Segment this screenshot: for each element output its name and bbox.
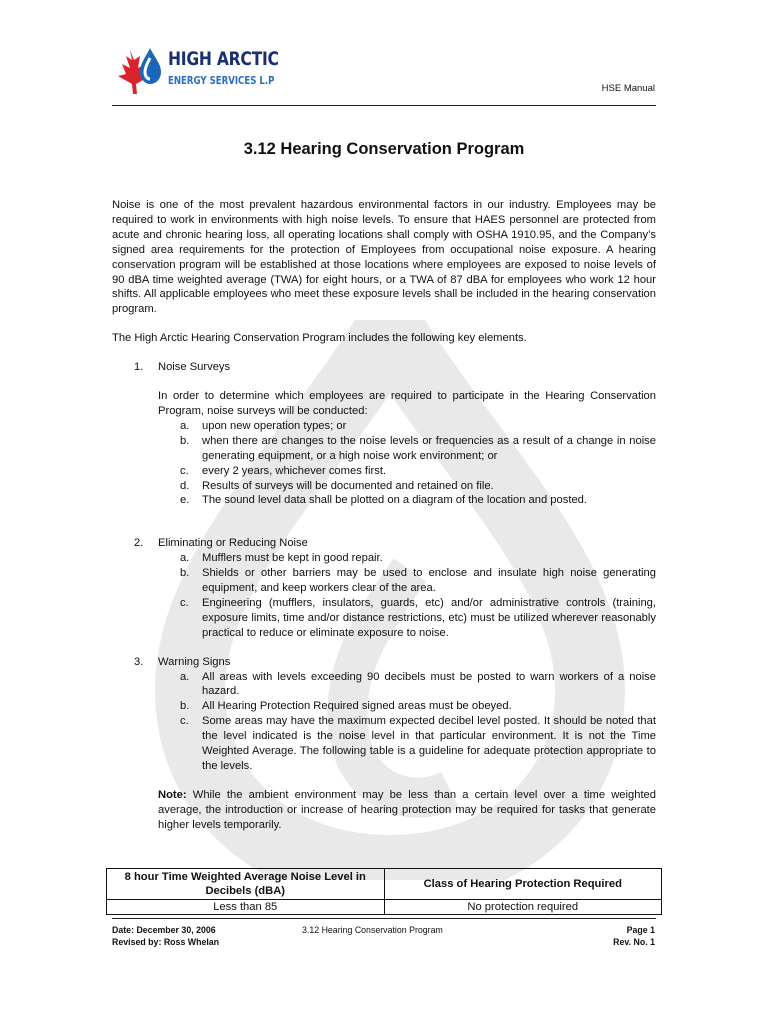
list-item: c. every 2 years, whichever comes first. — [180, 464, 387, 477]
table-cell: Less than 85 — [107, 900, 385, 915]
table-cell: No protection required — [384, 900, 662, 915]
list-item: a. upon new operation types; or — [180, 419, 347, 432]
note-paragraph: Note: While the ambient environment may be less than a certain level over a time weighted average, the introduction or increase of hearing protection may be required for tasks that generate higher levels temporarily. — [158, 788, 656, 831]
list-item: d. Results of surveys will be documented and retained on file. — [180, 479, 494, 492]
section-heading: 2. Eliminating or Reducing Noise — [134, 537, 308, 550]
footer-rule — [112, 918, 656, 919]
list-item: a. All areas with levels exceeding 90 decibels must be posted to warn workers of a noise hazard. — [180, 670, 656, 698]
key-elements-paragraph: The High Arctic Hearing Conservation Program includes the following key elements. — [112, 332, 527, 345]
list-item: a. Mufflers must be kept in good repair. — [180, 552, 383, 565]
footer-right — [613, 924, 655, 948]
list-item: c. Some areas may have the maximum expected decibel level posted. It should be noted that the level indicated is the noise level in that particular environment. It is not the Time Weighted Average. The following table is a guideline for adequate protection appropriate to the levels. — [180, 715, 656, 772]
section-heading: 3. Warning Signs — [134, 655, 231, 668]
company-logo — [112, 44, 279, 96]
footer-page: Page 1 — [626, 925, 655, 935]
list-item: b. All Hearing Protection Required signed areas must be obeyed. — [180, 700, 512, 713]
page-title: 3.12 Hearing Conservation Program — [243, 140, 525, 158]
section-intro: In order to determine which employees are required to participate in the Hearing Conservation Program, noise surveys will be conducted: — [158, 390, 656, 417]
table-header: 8 hour Time Weighted Average Noise Level in Decibels (dBA) — [107, 869, 385, 900]
list-item: e. The sound level data shall be plotted on a diagram of the location and posted. — [180, 494, 587, 507]
list-item: c. Engineering (mufflers, insulators, guards, etc) and/or administrative controls (training, exposure limits, time and/or distance restrictions, etc) must be utilized wherever reasonably practical to reduce or eliminate exposure to noise. — [180, 596, 656, 639]
table-row — [107, 900, 662, 915]
footer-revised: Revised by: Ross Whelan — [112, 937, 220, 947]
footer-date: Date: December 30, 2006 — [112, 925, 216, 935]
logo-line2: ENERGY SERVICES L.P — [168, 74, 275, 87]
document-body — [112, 198, 656, 833]
footer-rev: Rev. No. 1 — [613, 937, 655, 947]
section-heading: 1. Noise Surveys — [134, 361, 231, 374]
logo-line1: HIGH ARCTIC — [168, 48, 279, 70]
list-item: b. Shields or other barriers may be used to enclose and insulate high noise generating equipment, and keep workers clear of the area. — [180, 567, 656, 595]
manual-label: HSE Manual — [601, 83, 655, 94]
table-header: Class of Hearing Protection Required — [384, 869, 662, 900]
footer-left — [112, 924, 219, 948]
maple-drop-icon — [112, 44, 164, 96]
header-rule — [112, 105, 656, 106]
intro-paragraph: Noise is one of the most prevalent hazardous environmental factors in our industry. Employees may be required to work in environments with high noise levels. To ensure that HAES personnel are protected from acute and chronic hearing loss, all operating locations shall comply with OSHA 1910.95, and the Company’s signed area requirements for the protection of Employees from occupational noise exposure. A hearing conservation program will be established at those locations where employees are exposed to noise levels of 90 dBA time weighted average (TWA) for eight hours, or a TWA of 87 dBA for employees who work 12 hour shifts. All applicable employees who meet these exposure levels shall be included in the hearing conservation program. — [112, 199, 656, 316]
list-item: b. when there are changes to the noise levels or frequencies as a result of a change in noise generating equipment, or a high noise work environment; or — [180, 434, 656, 462]
table-header-row — [107, 869, 662, 900]
protection-table — [106, 868, 662, 915]
footer-doc-title: 3.12 Hearing Conservation Program — [302, 925, 443, 935]
